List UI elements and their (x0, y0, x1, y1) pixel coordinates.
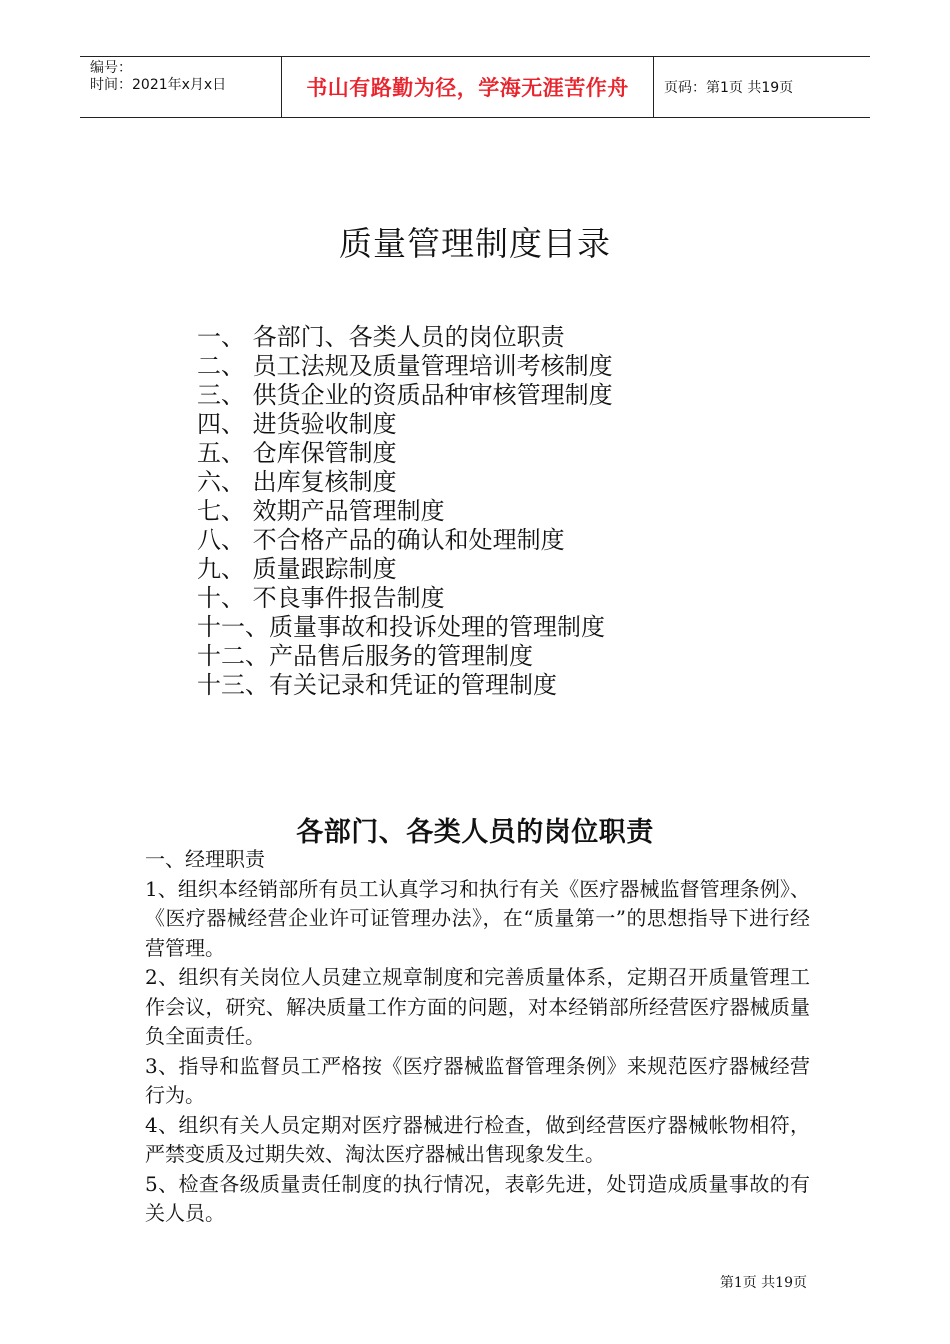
toc-item: 一、 各部门、各类人员的岗位职责 (197, 323, 565, 351)
section-title: 各部门、各类人员的岗位职责 (296, 817, 654, 848)
toc-item: 十、 不良事件报告制度 (197, 584, 445, 612)
document-title: 质量管理制度目录 (339, 224, 611, 263)
header-page-info: 页码：第1页 共19页 (664, 80, 794, 96)
toc-item: 四、 进货验收制度 (197, 410, 397, 438)
toc-item: 九、 质量跟踪制度 (197, 555, 397, 583)
toc-item: 十三、有关记录和凭证的管理制度 (197, 671, 557, 699)
page-header (80, 56, 870, 118)
toc-item: 三、 供货企业的资质品种审核管理制度 (197, 381, 613, 409)
toc-item: 六、 出库复核制度 (197, 468, 397, 496)
document-time: 时间：2021年x月x日 (90, 77, 227, 93)
header-motto: 书山有路勤为径，学海无涯苦作舟 (282, 57, 654, 117)
body-paragraph: 5、检查各级质量责任制度的执行情况，表彰先进，处罚造成质量事故的有关人员。 (145, 1171, 810, 1225)
body-paragraph: 1、组织本经销部所有员工认真学习和执行有关《医疗器械监督管理条例》、《医疗器械经营企业许可证管理办法》，在“质量第一”的思想指导下进行经营管理。 (145, 876, 810, 960)
toc-item: 二、 员工法规及质量管理培训考核制度 (197, 352, 613, 380)
toc-item: 七、 效期产品管理制度 (197, 497, 445, 525)
body-paragraph: 3、指导和监督员工严格按《医疗器械监督管理条例》来规范医疗器械经营行为。 (145, 1053, 810, 1107)
page-footer: 第1页 共19页 (719, 1275, 807, 1291)
document-number-label: 编号： (90, 60, 132, 76)
toc-item: 八、 不合格产品的确认和处理制度 (197, 526, 565, 554)
body-paragraph: 2、组织有关岗位人员建立规章制度和完善质量体系，定期召开质量管理工作会议，研究、解决质量工作方面的问题，对本经销部所经营医疗器械质量负全面责任。 (145, 965, 810, 1048)
toc-item: 五、 仓库保管制度 (197, 439, 397, 467)
body-paragraph: 4、组织有关人员定期对医疗器械进行检查，做到经营医疗器械帐物相符，严禁变质及过期失效、淘汰医疗器械出售现象发生。 (145, 1112, 810, 1166)
toc-item: 十一、质量事故和投诉处理的管理制度 (197, 613, 605, 641)
header-meta (80, 57, 282, 117)
table-of-contents (197, 323, 613, 700)
section-body (145, 845, 810, 1229)
section-subtitle: 一、经理职责 (145, 847, 265, 871)
toc-item: 十二、产品售后服务的管理制度 (197, 642, 533, 670)
